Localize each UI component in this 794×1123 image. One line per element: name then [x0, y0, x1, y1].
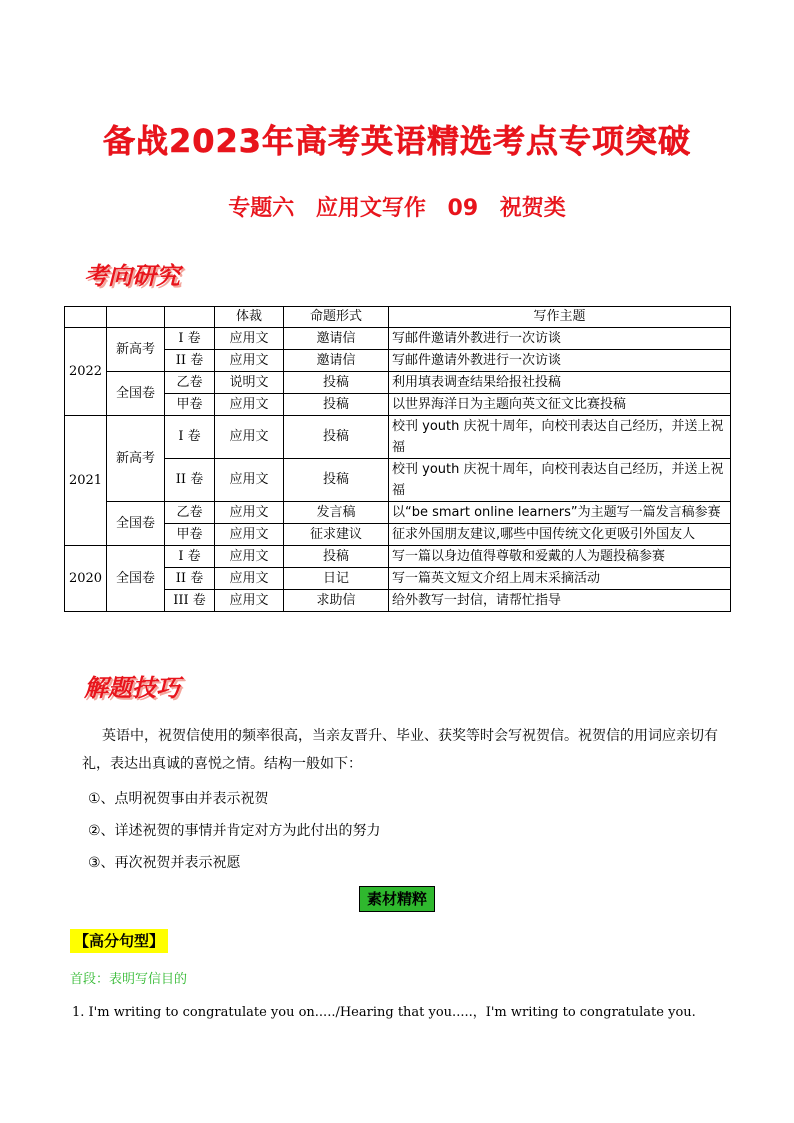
paper-cell: I 卷 — [165, 546, 215, 568]
theme-cell: 写一篇英文短文介绍上周末采摘活动 — [389, 568, 731, 590]
high-score-label: 【高分句型】 — [70, 929, 168, 953]
genre-cell: 应用文 — [215, 546, 284, 568]
table-header-theme: 写作主题 — [389, 307, 731, 328]
table-row — [65, 546, 731, 568]
theme-cell: 写邮件邀请外教进行一次访谈 — [389, 350, 731, 372]
table-header-cell — [107, 307, 165, 328]
format-cell: 投稿 — [284, 372, 389, 394]
paper-cell: II 卷 — [165, 350, 215, 372]
format-cell: 日记 — [284, 568, 389, 590]
format-cell: 邀请信 — [284, 350, 389, 372]
theme-cell: 征求外国朋友建议,哪些中国传统文化更吸引外国友人 — [389, 524, 731, 546]
section-heading-techniques: 解题技巧 — [84, 674, 180, 702]
theme-cell: 校刊 youth 庆祝十周年，向校刊表达自己经历，并送上祝福 — [389, 416, 731, 459]
paper-cell: I 卷 — [165, 416, 215, 459]
exam-type-cell: 全国卷 — [107, 372, 165, 416]
table-row — [65, 416, 731, 459]
exam-type-cell: 全国卷 — [107, 546, 165, 612]
table-header-genre: 体裁 — [215, 307, 284, 328]
format-cell: 邀请信 — [284, 328, 389, 350]
genre-cell: 说明文 — [215, 372, 284, 394]
paper-cell: 甲卷 — [165, 394, 215, 416]
genre-cell: 应用文 — [215, 328, 284, 350]
theme-cell: 利用填表调查结果给报社投稿 — [389, 372, 731, 394]
theme-cell: 以世界海洋日为主题向英文征文比赛投稿 — [389, 394, 731, 416]
paper-cell: 乙卷 — [165, 372, 215, 394]
format-cell: 投稿 — [284, 416, 389, 459]
paper-cell: I 卷 — [165, 328, 215, 350]
section-heading-research: 考向研究 — [84, 262, 180, 290]
format-cell: 发言稿 — [284, 502, 389, 524]
structure-step: ③、再次祝贺并表示祝愿 — [88, 855, 241, 871]
table-row — [65, 590, 731, 612]
table-row — [65, 328, 731, 350]
theme-cell: 校刊 youth 庆祝十周年，向校刊表达自己经历，并送上祝福 — [389, 459, 731, 502]
table-header-cell — [65, 307, 107, 328]
exam-type-cell: 全国卷 — [107, 502, 165, 546]
format-cell: 求助信 — [284, 590, 389, 612]
exam-type-cell: 新高考 — [107, 328, 165, 372]
table-row — [65, 524, 731, 546]
paper-cell: III 卷 — [165, 590, 215, 612]
table-row — [65, 502, 731, 524]
genre-cell: 应用文 — [215, 524, 284, 546]
year-cell: 2021 — [65, 416, 107, 546]
first-paragraph-label: 首段：表明写信目的 — [70, 972, 188, 987]
paper-cell: 乙卷 — [165, 502, 215, 524]
theme-cell: 写一篇以身边值得尊敬和爱戴的人为题投稿参赛 — [389, 546, 731, 568]
example-sentence: 1. I'm writing to congratulate you on...../Hearing that you.....，I'm writing to congratulate you. — [72, 1005, 696, 1020]
genre-cell: 应用文 — [215, 502, 284, 524]
exam-type-cell: 新高考 — [107, 416, 165, 502]
format-cell: 征求建议 — [284, 524, 389, 546]
table-row — [65, 459, 731, 502]
table-header-format: 命题形式 — [284, 307, 389, 328]
paper-cell: 甲卷 — [165, 524, 215, 546]
intro-paragraph: 英语中，祝贺信使用的频率很高，当亲友晋升、毕业、获奖等时会写祝贺信。祝贺信的用词应亲切有礼，表达出真诚的喜悦之情。结构一般如下： — [82, 728, 718, 772]
paper-cell: II 卷 — [165, 459, 215, 502]
document-subtitle: 专题六 应用文写作 09 祝贺类 — [228, 196, 566, 221]
exam-table — [64, 306, 731, 612]
table-row — [65, 350, 731, 372]
table-row — [65, 394, 731, 416]
genre-cell: 应用文 — [215, 350, 284, 372]
genre-cell: 应用文 — [215, 568, 284, 590]
year-cell: 2022 — [65, 328, 107, 416]
genre-cell: 应用文 — [215, 590, 284, 612]
table-header-cell — [165, 307, 215, 328]
table-row — [65, 568, 731, 590]
material-label: 素材精粹 — [359, 886, 435, 912]
document-title: 备战2023年高考英语精选考点专项突破 — [102, 122, 692, 160]
format-cell: 投稿 — [284, 459, 389, 502]
year-cell: 2020 — [65, 546, 107, 612]
structure-step: ①、点明祝贺事由并表示祝贺 — [88, 791, 269, 807]
theme-cell: 以“be smart online learners”为主题写一篇发言稿参赛 — [389, 502, 731, 524]
genre-cell: 应用文 — [215, 416, 284, 459]
paper-cell: II 卷 — [165, 568, 215, 590]
theme-cell: 给外教写一封信，请帮忙指导 — [389, 590, 731, 612]
table-header-row — [65, 307, 731, 328]
genre-cell: 应用文 — [215, 394, 284, 416]
genre-cell: 应用文 — [215, 459, 284, 502]
structure-step: ②、详述祝贺的事情并肯定对方为此付出的努力 — [88, 823, 381, 839]
table-row — [65, 372, 731, 394]
format-cell: 投稿 — [284, 546, 389, 568]
format-cell: 投稿 — [284, 394, 389, 416]
theme-cell: 写邮件邀请外教进行一次访谈 — [389, 328, 731, 350]
